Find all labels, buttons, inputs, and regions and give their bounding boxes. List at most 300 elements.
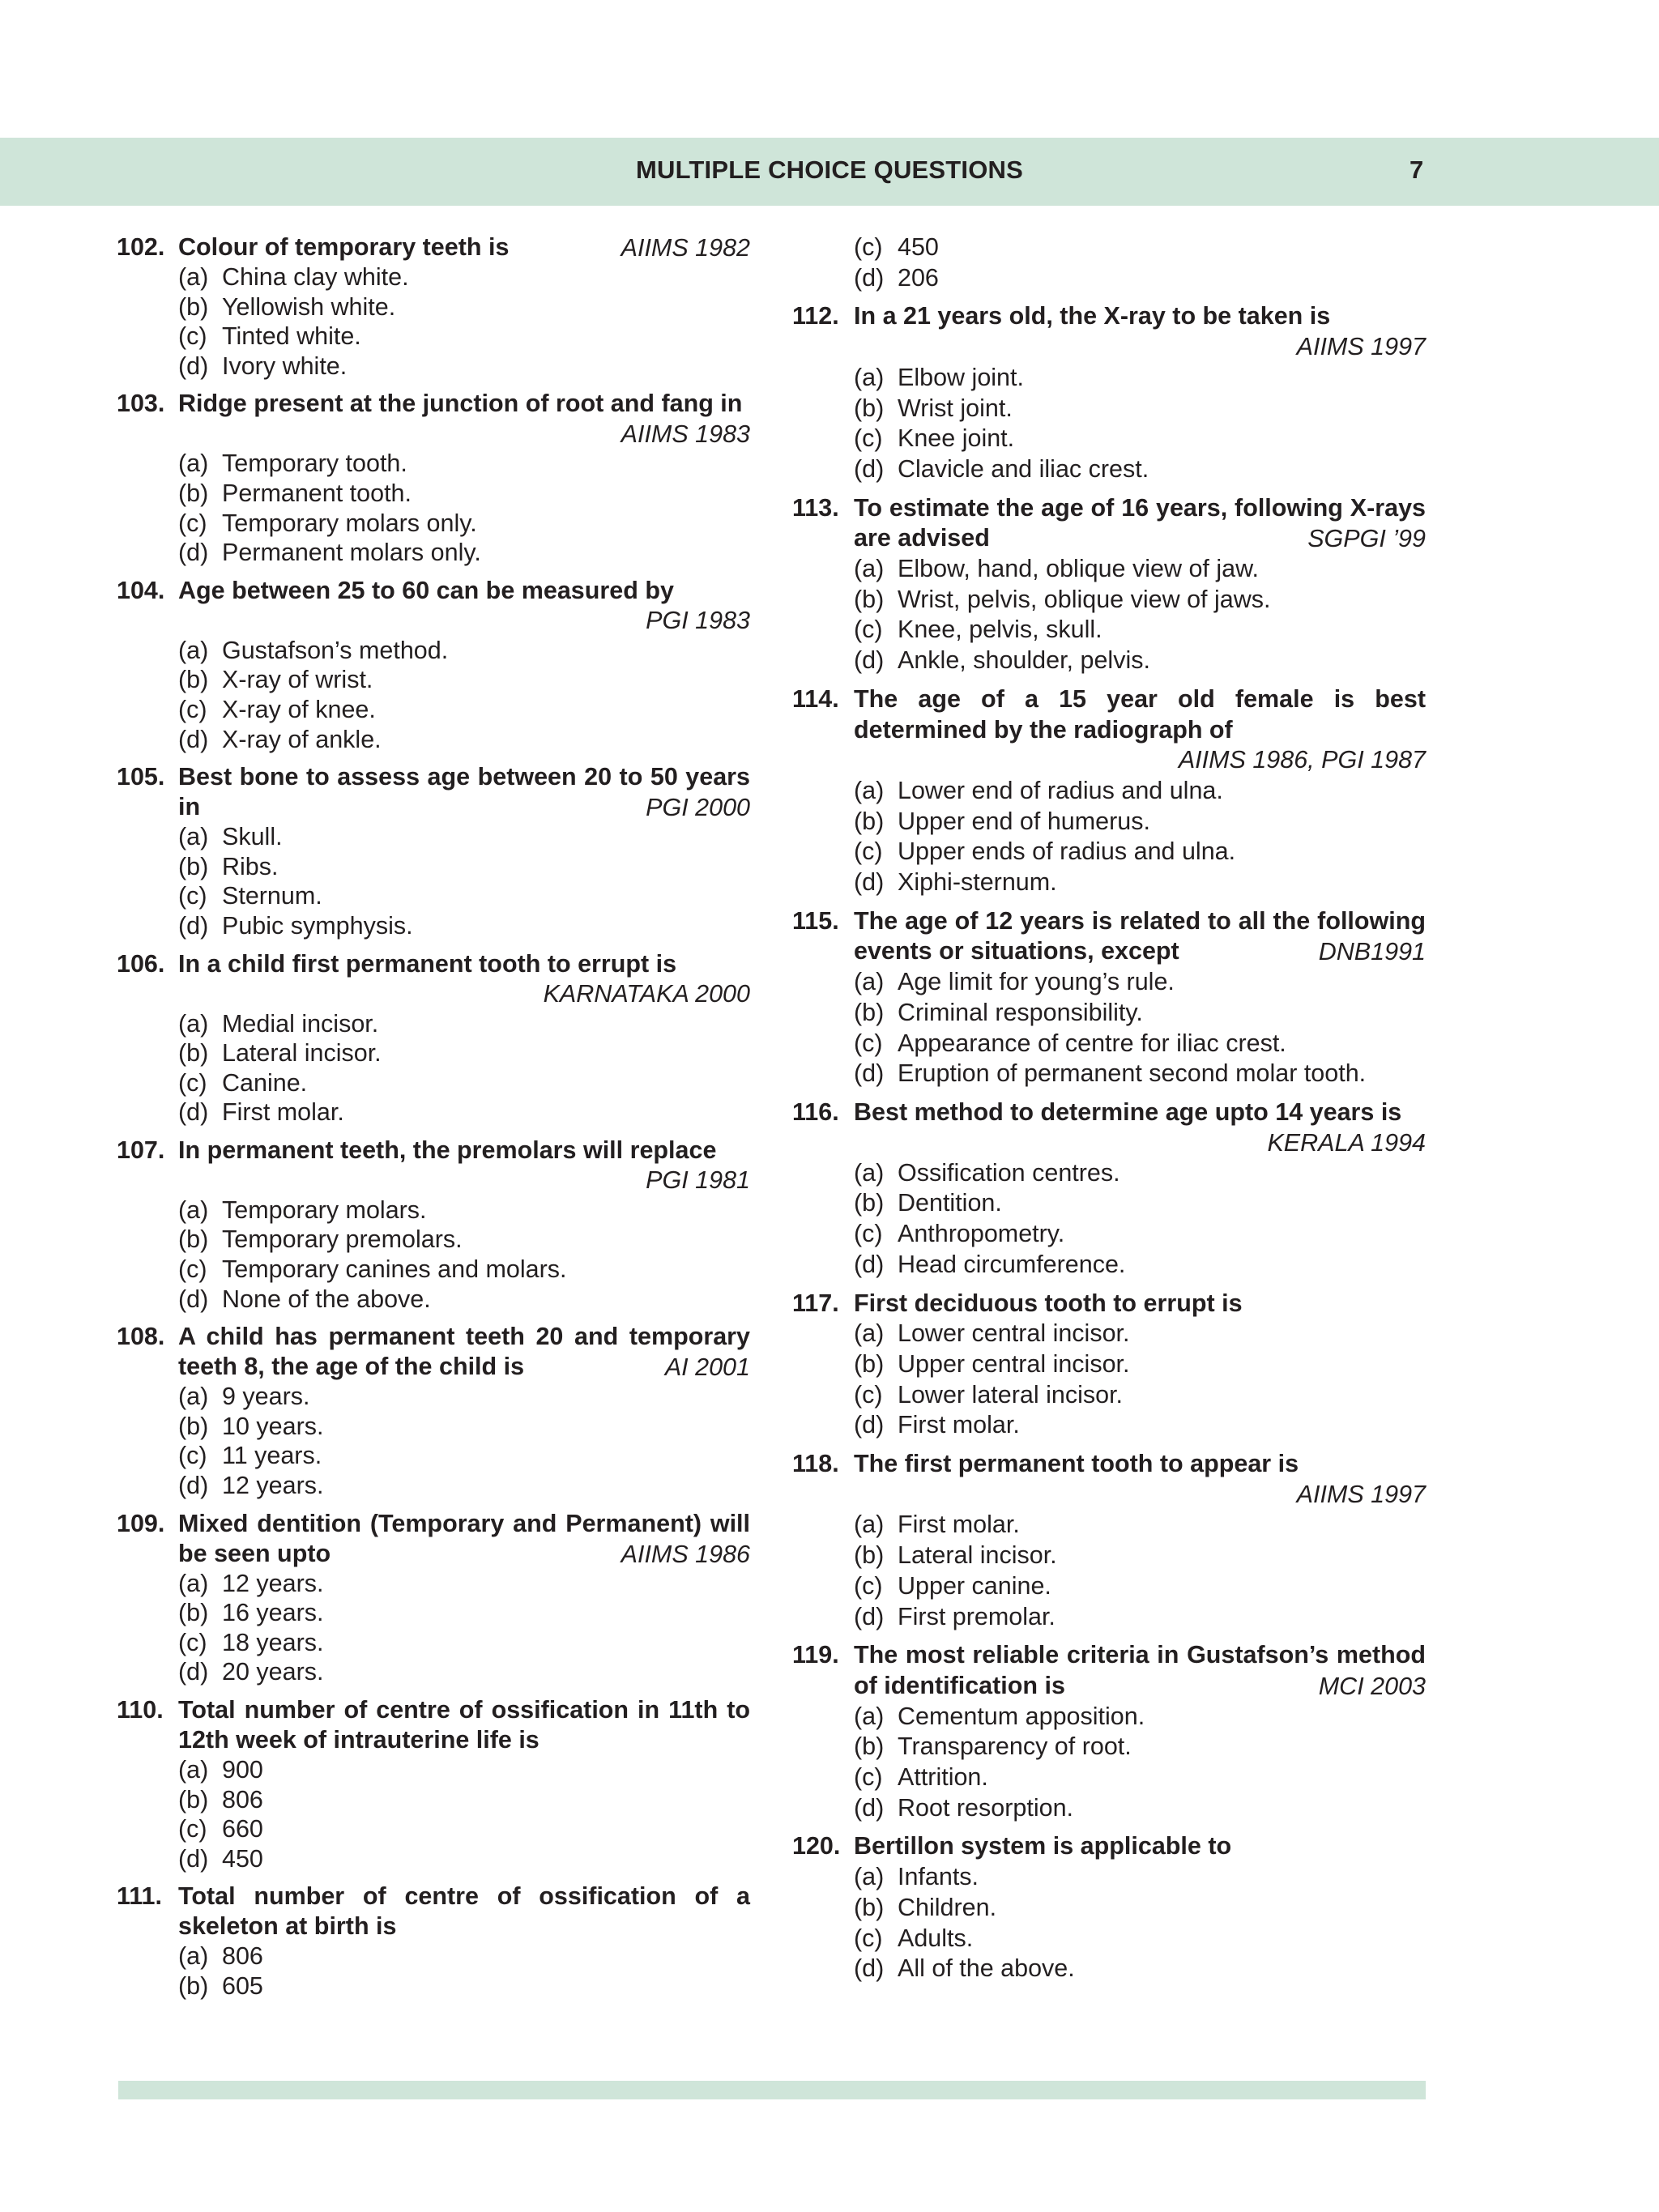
option-letter: (d) [178,1844,209,1873]
option-text: Upper central incisor. [898,1349,1130,1378]
question-number: 103. [117,390,165,418]
option-letter: (b) [854,1349,885,1378]
option-text: Tinted white. [222,322,361,351]
option-text: Temporary molars only. [222,509,477,537]
option-text: Temporary premolars. [222,1225,463,1254]
option-letter: (a) [854,1158,885,1187]
answer-option [854,585,1426,616]
option-text: Yellowish white. [222,292,396,321]
answer-option [854,1349,1426,1380]
option-text: Cementum apposition. [898,1702,1145,1730]
question-block [117,1136,750,1314]
option-text: 450 [222,1844,263,1873]
question-block [792,684,1426,898]
answer-option [178,1225,750,1255]
option-letter: (b) [178,1039,209,1068]
option-text: First molar. [898,1511,1020,1539]
option-letter: (b) [854,394,885,422]
question-text: Colour of temporary teeth is [178,233,510,261]
answer-option [178,725,750,755]
option-letter: (b) [178,1412,209,1440]
option-letter: (c) [854,1571,883,1600]
answer-option [178,1009,750,1039]
answer-option [178,911,750,941]
exam-source: AIIMS 1982 [621,234,750,262]
option-letter: (a) [854,363,885,391]
option-text: Clavicle and iliac crest. [898,454,1149,483]
option-text: Adults. [898,1924,974,1952]
option-letter: (b) [178,1225,209,1254]
answer-option [854,1862,1426,1893]
left-column [117,232,750,2010]
answer-option [854,1029,1426,1059]
option-text: 11 years. [222,1442,322,1470]
question-number: 120. [792,1832,841,1860]
option-letter: (b) [854,807,885,835]
option-letter: (c) [854,1220,883,1248]
question-number: 114. [792,684,839,713]
option-letter: (b) [178,292,209,321]
answer-option [854,1380,1426,1411]
option-letter: (c) [854,1029,883,1057]
answer-option [178,322,750,352]
exam-source: KERALA 1994 [1267,1128,1426,1157]
option-letter: (d) [854,1793,885,1822]
option-text: Temporary molars. [222,1196,427,1224]
option-letter: (c) [178,1068,207,1097]
exam-source: AIIMS 1986 [621,1540,750,1568]
question-text: Age between 25 to 60 can be measured by [178,576,674,604]
answer-option [854,1059,1426,1089]
question-stem [854,684,1426,776]
option-text: Gustafson’s method. [222,636,449,664]
option-text: 16 years. [222,1599,324,1627]
answer-option [854,615,1426,646]
question-number: 108. [117,1323,165,1351]
option-letter: (a) [178,823,209,851]
option-text: First molar. [898,1411,1020,1439]
exam-source: KARNATAKA 2000 [543,979,750,1008]
option-letter: (c) [854,1763,883,1792]
option-text: Age limit for young’s rule. [898,968,1175,996]
question-stem [854,1449,1426,1510]
question-number: 111. [117,1882,162,1911]
option-letter: (c) [178,695,207,723]
option-text: Wrist, pelvis, oblique view of jaws. [898,585,1271,613]
option-text: 10 years. [222,1412,324,1440]
question-block [792,906,1426,1089]
option-letter: (c) [854,837,883,866]
exam-source: DNB1991 [1318,938,1426,966]
option-letter: (b) [854,998,885,1026]
answer-option [854,1188,1426,1219]
answer-option [178,1598,750,1628]
option-text: Head circumference. [898,1250,1126,1278]
question-text: Total number of centre of ossification of a skeleton at birth is [178,1882,750,1941]
option-text: Upper ends of radius and ulna. [898,837,1236,866]
answer-option [178,695,750,725]
option-text: Medial incisor. [222,1009,379,1038]
option-text: 9 years. [222,1383,310,1411]
answer-option [854,424,1426,454]
option-letter: (b) [178,1599,209,1627]
option-text: Elbow joint. [898,363,1024,391]
question-stem [854,1289,1426,1319]
option-letter: (d) [178,725,209,753]
option-text: Lateral incisor. [222,1039,382,1068]
option-letter: (d) [178,352,209,380]
answer-option [854,1893,1426,1924]
option-letter: (d) [854,868,885,897]
continued-options [792,232,1426,293]
answer-option [178,1285,750,1315]
answer-option [178,636,750,666]
question-number: 113. [792,493,839,522]
question-number: 107. [117,1136,165,1164]
option-letter: (a) [854,1702,885,1730]
exam-source: PGI 2000 [646,794,750,822]
question-text: In a child first permanent tooth to errupt is [178,949,677,978]
option-letter: (d) [178,911,209,940]
answer-option [854,867,1426,898]
option-letter: (a) [178,263,209,291]
question-stem [178,1882,750,1941]
question-stem [854,906,1426,967]
option-text: X-ray of knee. [222,695,376,723]
option-letter: (c) [854,1924,883,1952]
option-text: 806 [222,1785,263,1813]
option-text: Criminal responsibility. [898,998,1143,1026]
option-text: Ribs. [222,852,279,880]
answer-option [178,852,750,882]
answer-option [178,1971,750,2001]
question-stem [854,301,1426,362]
question-number: 116. [792,1097,839,1126]
question-stem [178,949,750,1009]
answer-option [854,1571,1426,1602]
question-text: Total number of centre of ossification in 11th to 12th week of intrauterine life is [178,1696,750,1754]
question-block [117,1882,750,2001]
question-text: In a 21 years old, the X-ray to be taken is [854,302,1331,330]
option-text: All of the above. [898,1954,1075,1983]
option-letter: (a) [854,555,885,583]
option-letter: (c) [178,509,207,537]
option-text: Lower central incisor. [898,1319,1130,1348]
question-number: 117. [792,1289,839,1317]
option-text: Skull. [222,823,283,851]
answer-option [854,1924,1426,1954]
option-text: 900 [222,1756,263,1784]
option-text: Sternum. [222,882,322,910]
answer-option [854,1250,1426,1281]
answer-option [854,646,1426,676]
option-text: Transparency of root. [898,1733,1132,1761]
option-text: Attrition. [898,1763,988,1792]
answer-option [854,1732,1426,1762]
option-letter: (c) [854,616,883,644]
answer-option [178,1941,750,1971]
answer-option [178,1844,750,1874]
answer-option [854,998,1426,1029]
option-letter: (b) [178,1971,209,2000]
question-block [117,232,750,381]
question-text: Best bone to assess age between 20 to 50 years in [178,763,750,821]
exam-source: MCI 2003 [1318,1672,1426,1700]
option-letter: (d) [854,1250,885,1278]
option-letter: (a) [178,450,209,478]
option-text: 660 [222,1815,263,1843]
question-text: Best method to determine age upto 14 years is [854,1097,1402,1126]
option-letter: (c) [178,1442,207,1470]
answer-option [178,1441,750,1471]
question-block [792,1449,1426,1632]
option-letter: (a) [854,968,885,996]
exam-source: AIIMS 1997 [1296,1480,1426,1508]
option-text: Elbow, hand, oblique view of jaw. [898,555,1259,583]
question-number: 105. [117,763,165,791]
option-letter: (d) [854,1059,885,1088]
answer-option [854,363,1426,394]
option-letter: (d) [854,1954,885,1983]
answer-option [854,1702,1426,1733]
question-block [117,1322,750,1500]
answer-option [178,1785,750,1815]
option-letter: (c) [854,1380,883,1409]
option-letter: (a) [178,1383,209,1411]
option-letter: (a) [854,1319,885,1348]
answer-option [178,1569,750,1599]
question-block [792,1640,1426,1823]
option-letter: (b) [854,1893,885,1921]
option-text: 605 [222,1971,263,2000]
answer-option [854,1158,1426,1189]
question-block [117,389,750,567]
option-text: Children. [898,1893,997,1921]
option-text: X-ray of ankle. [222,725,382,753]
question-block [792,1831,1426,1984]
question-stem [178,576,750,636]
question-number: 112. [792,302,839,330]
option-text: Temporary tooth. [222,450,407,478]
question-stem [854,1640,1426,1701]
answer-option [854,263,1426,294]
option-letter: (d) [178,1285,209,1313]
option-text: 206 [898,263,939,292]
option-text: Wrist joint. [898,394,1013,422]
question-stem [178,1322,750,1382]
option-text: Temporary canines and molars. [222,1255,567,1284]
answer-option [854,807,1426,837]
answer-option [854,1219,1426,1250]
question-number: 104. [117,576,165,604]
option-text: Pubic symphysis. [222,911,413,940]
option-letter: (a) [854,776,885,804]
question-text: First deciduous tooth to errupt is [854,1289,1243,1317]
question-stem [854,493,1426,554]
answer-option [178,352,750,381]
option-text: Knee joint. [898,424,1015,453]
question-block [792,493,1426,676]
answer-option [854,454,1426,485]
option-text: None of the above. [222,1285,431,1313]
option-letter: (a) [178,1196,209,1224]
answer-option [854,1319,1426,1349]
option-letter: (b) [854,1189,885,1217]
exam-source: AI 2001 [664,1353,750,1382]
option-text: Permanent tooth. [222,479,412,507]
option-letter: (a) [178,1009,209,1038]
answer-option [854,232,1426,263]
answer-option [178,1196,750,1225]
question-block [117,1695,750,1873]
option-letter: (c) [178,322,207,351]
question-text: The most reliable criteria in Gustafson’s method of identification is [854,1641,1426,1699]
option-text: Upper end of humerus. [898,807,1150,835]
option-letter: (c) [178,1815,207,1843]
option-letter: (b) [854,1541,885,1570]
question-number: 119. [792,1641,839,1669]
option-letter: (c) [854,233,883,261]
question-block [792,301,1426,484]
answer-option [854,1954,1426,1984]
question-block [117,949,750,1127]
option-letter: (d) [854,646,885,675]
option-text: Infants. [898,1863,979,1891]
option-text: Ossification centres. [898,1158,1120,1187]
option-letter: (a) [178,1569,209,1597]
option-letter: (b) [178,1785,209,1813]
question-block [117,762,750,940]
footer-band [118,2081,1426,2099]
option-text: Dentition. [898,1189,1002,1217]
option-letter: (d) [178,1472,209,1500]
exam-source: AIIMS 1986, PGI 1987 [1178,746,1426,774]
question-text: The age of a 15 year old female is best determined by the radiograph of [854,684,1426,744]
answer-option [178,449,750,479]
right-column [792,232,1426,1993]
answer-option [178,1038,750,1068]
answer-option [178,1382,750,1412]
answer-option [178,479,750,509]
answer-option [178,1097,750,1127]
option-text: Lower lateral incisor. [898,1380,1124,1409]
page-title: MULTIPLE CHOICE QUESTIONS [635,156,1024,184]
answer-option [178,1814,750,1844]
question-stem [178,389,750,449]
question-number: 115. [792,906,839,935]
option-letter: (d) [854,454,885,483]
option-text: 12 years. [222,1472,324,1500]
option-letter: (d) [854,263,885,292]
exam-source: PGI 1983 [646,606,750,634]
answer-option [854,1510,1426,1541]
question-text: Ridge present at the junction of root and fang in [178,390,743,418]
option-text: 20 years. [222,1658,324,1686]
question-number: 110. [117,1696,164,1724]
option-text: Eruption of permanent second molar tooth. [898,1059,1367,1088]
option-letter: (a) [178,1942,209,1971]
answer-option [178,1412,750,1442]
answer-option [178,822,750,852]
question-stem [178,1509,750,1569]
option-text: First premolar. [898,1602,1056,1630]
answer-option [854,394,1426,424]
answer-option [178,1628,750,1658]
option-text: Knee, pelvis, skull. [898,616,1102,644]
option-letter: (b) [178,852,209,880]
exam-source: SGPGI ’99 [1307,525,1426,553]
question-stem [854,1097,1426,1158]
answer-option [178,538,750,568]
exam-source: AIIMS 1983 [621,420,750,449]
question-number: 109. [117,1509,165,1537]
answer-option [178,1068,750,1098]
exam-source: PGI 1981 [646,1166,750,1194]
question-text: In permanent teeth, the premolars will replace [178,1136,717,1164]
answer-option [178,509,750,539]
option-text: Canine. [222,1068,308,1097]
option-letter: (c) [178,1628,207,1656]
answer-option [854,776,1426,807]
question-stem [178,1136,750,1196]
answer-option [178,1471,750,1501]
answer-option [854,967,1426,998]
option-letter: (c) [178,1255,207,1284]
question-stem [178,762,750,822]
option-letter: (c) [178,882,207,910]
question-block [117,576,750,754]
question-block [792,1097,1426,1281]
answer-option [178,1755,750,1785]
option-text: Lower end of radius and ulna. [898,776,1223,804]
option-text: Lateral incisor. [898,1541,1057,1570]
option-letter: (d) [178,1658,209,1686]
option-letter: (a) [854,1511,885,1539]
option-letter: (a) [178,1756,209,1784]
answer-option [854,554,1426,585]
question-number: 106. [117,949,165,978]
option-letter: (c) [854,424,883,453]
answer-option [178,881,750,911]
question-number: 102. [117,233,165,261]
option-letter: (b) [178,666,209,694]
option-text: Ankle, shoulder, pelvis. [898,646,1150,675]
option-text: Ivory white. [222,352,348,380]
option-text: 12 years. [222,1569,324,1597]
question-stem [854,1831,1426,1862]
answer-option [854,1793,1426,1824]
question-number: 118. [792,1450,839,1478]
question-text: Bertillon system is applicable to [854,1832,1232,1860]
question-block [792,1289,1426,1442]
question-text: A child has permanent teeth 20 and temporary teeth 8, the age of the child is [178,1323,750,1381]
option-text: China clay white. [222,263,409,291]
answer-option [178,1657,750,1687]
option-text: Upper canine. [898,1571,1051,1600]
option-letter: (d) [178,1098,209,1127]
option-text: 806 [222,1942,263,1971]
option-text: Anthropometry. [898,1220,1065,1248]
option-letter: (d) [178,539,209,567]
option-text: 18 years. [222,1628,324,1656]
question-text: Mixed dentition (Temporary and Permanent) will be seen upto [178,1509,750,1567]
answer-option [178,262,750,292]
option-letter: (b) [854,1733,885,1761]
option-letter: (d) [854,1411,885,1439]
question-stem [178,1695,750,1755]
question-text: The age of 12 years is related to all the following events or situations, except [854,906,1426,965]
answer-option [178,665,750,695]
